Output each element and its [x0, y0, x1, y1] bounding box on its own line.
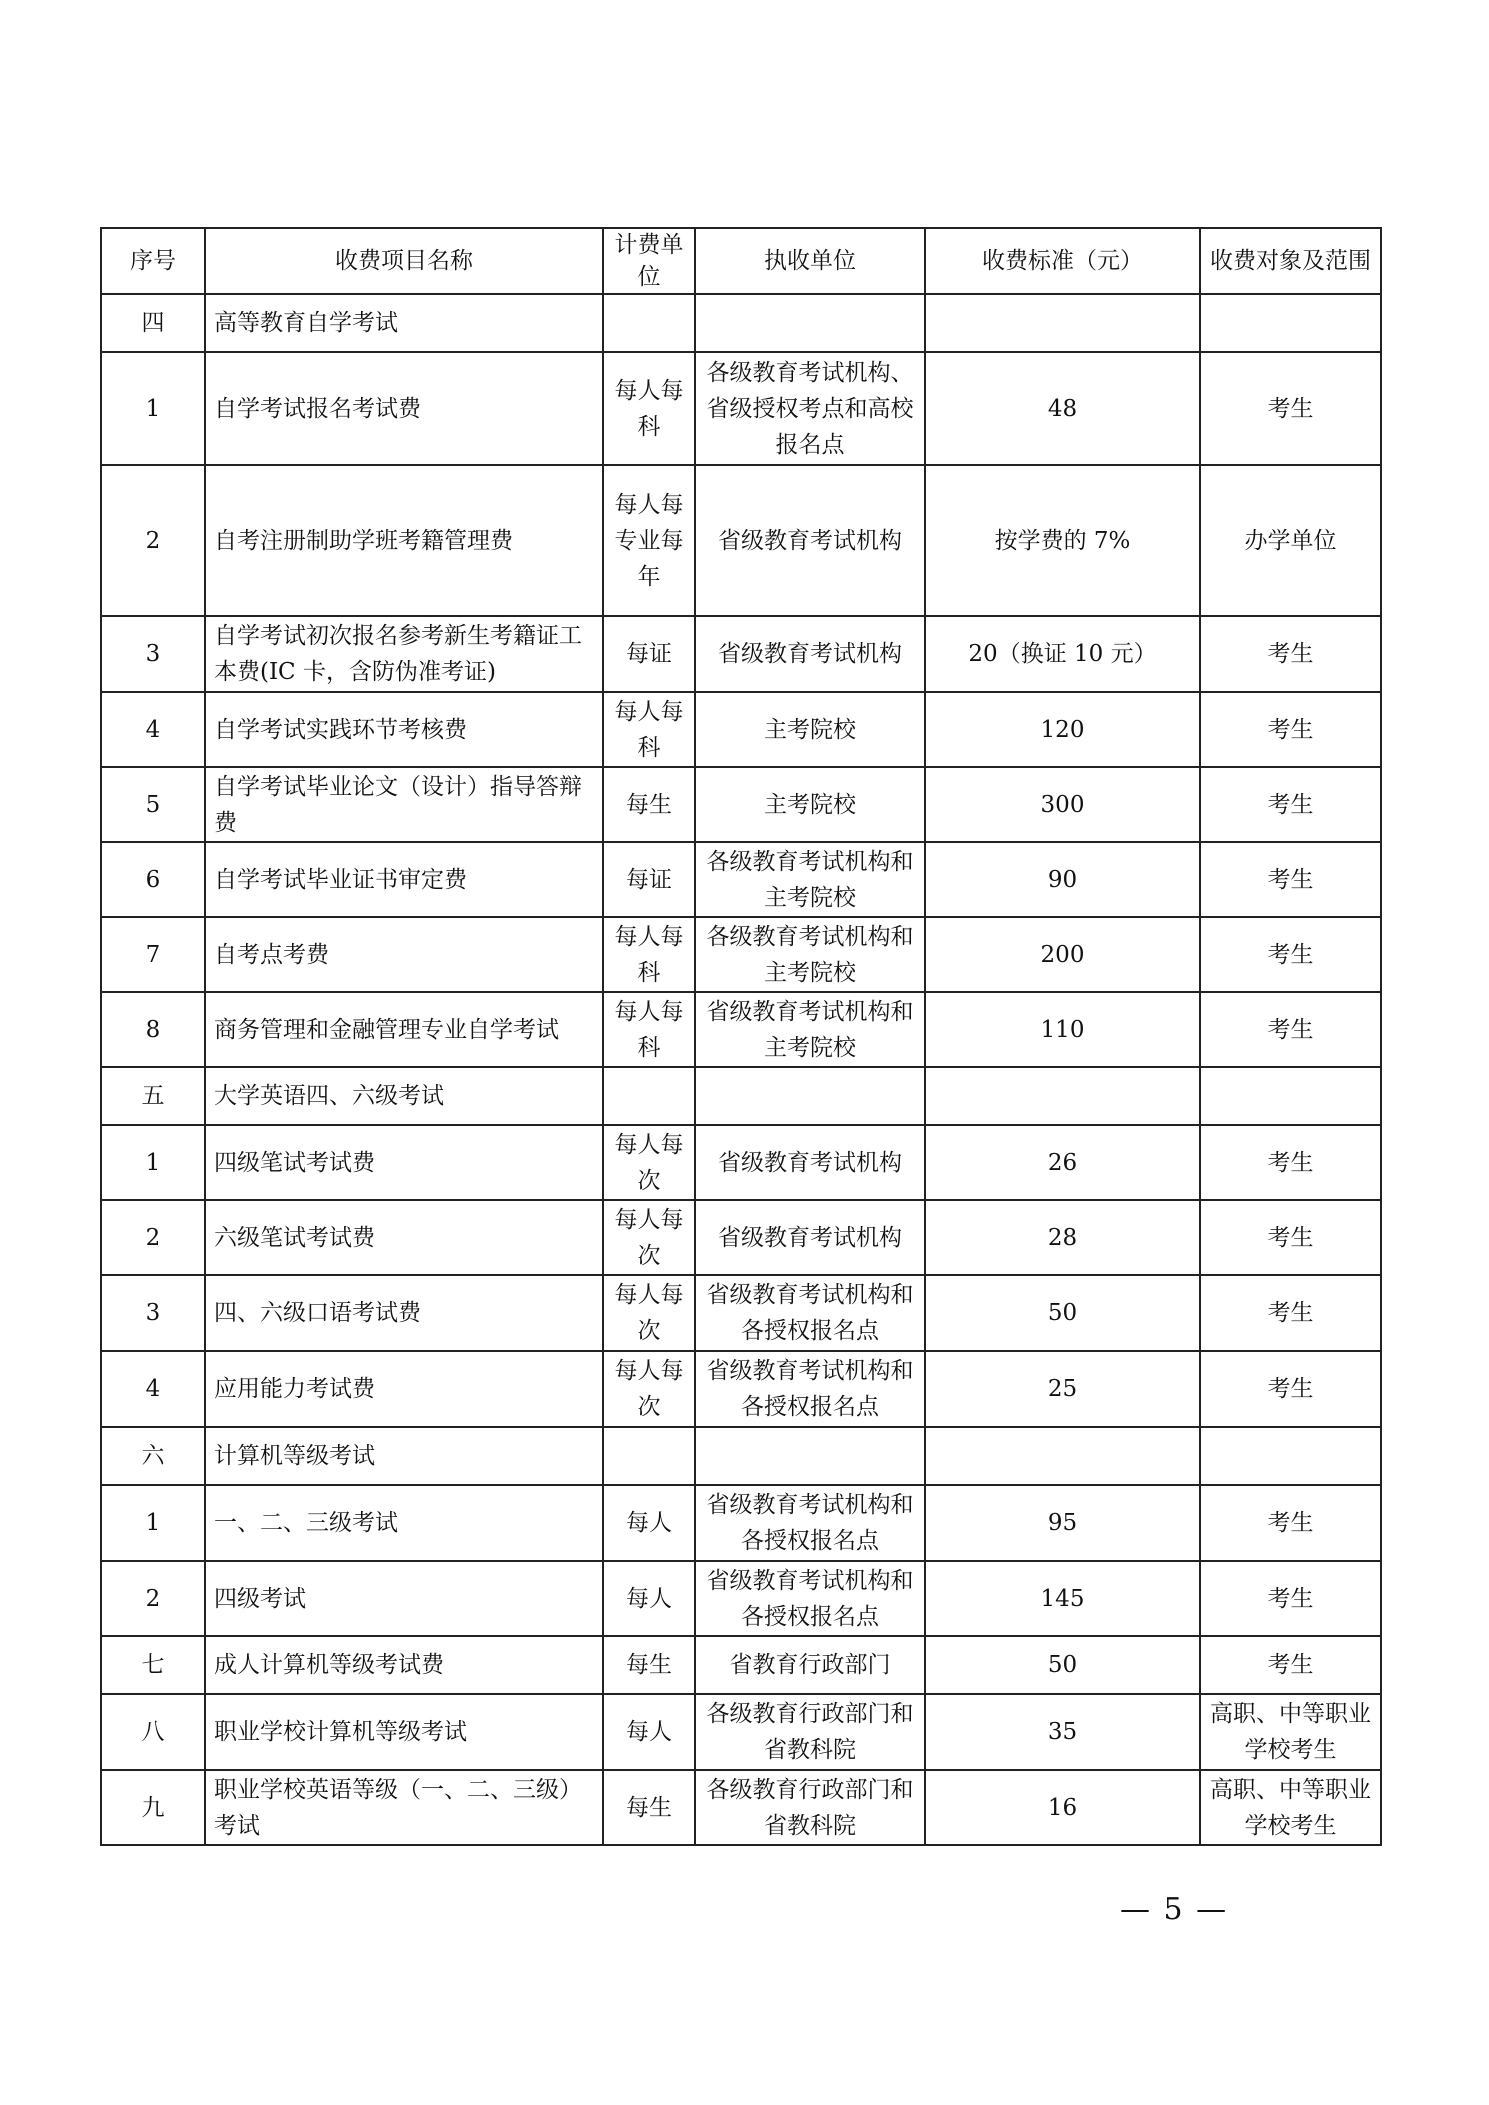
table-row: [101, 992, 1381, 1067]
cell-scope: 高职、中等职业学校考生: [1200, 1694, 1381, 1770]
cell-seq: 2: [101, 1200, 205, 1275]
section-row: [101, 1067, 1381, 1125]
cell-scope: [1200, 1427, 1381, 1485]
header-scope: 收费对象及范围: [1200, 228, 1381, 294]
cell-seq: 1: [101, 352, 205, 465]
table-row: [101, 1561, 1381, 1636]
cell-standard: 48: [925, 352, 1200, 465]
cell-unit: 每人: [603, 1485, 695, 1561]
cell-name: 自学考试毕业证书审定费: [205, 842, 603, 917]
section-row: [101, 294, 1381, 352]
cell-name: 应用能力考试费: [205, 1351, 603, 1427]
cell-standard: 28: [925, 1200, 1200, 1275]
cell-seq: 五: [101, 1067, 205, 1125]
cell-standard: [925, 294, 1200, 352]
cell-name: 成人计算机等级考试费: [205, 1636, 603, 1694]
cell-collector: 各级教育行政部门和省教科院: [695, 1694, 925, 1770]
cell-name: 商务管理和金融管理专业自学考试: [205, 992, 603, 1067]
cell-standard: 35: [925, 1694, 1200, 1770]
table-row: [101, 842, 1381, 917]
cell-scope: 考生: [1200, 1636, 1381, 1694]
cell-collector: 各级教育考试机构、省级授权考点和高校报名点: [695, 352, 925, 465]
cell-collector: [695, 294, 925, 352]
cell-collector: 主考院校: [695, 692, 925, 767]
cell-name: 四级笔试考试费: [205, 1125, 603, 1200]
cell-scope: 考生: [1200, 352, 1381, 465]
cell-name: 自学考试实践环节考核费: [205, 692, 603, 767]
table-row: [101, 1485, 1381, 1561]
cell-name: 自学考试报名考试费: [205, 352, 603, 465]
cell-seq: 7: [101, 917, 205, 992]
cell-standard: 95: [925, 1485, 1200, 1561]
cell-collector: [695, 1067, 925, 1125]
table-row: [101, 1694, 1381, 1770]
table-row: [101, 616, 1381, 692]
table-row: [101, 917, 1381, 992]
cell-seq: 四: [101, 294, 205, 352]
cell-unit: [603, 1067, 695, 1125]
cell-scope: 考生: [1200, 1485, 1381, 1561]
cell-standard: [925, 1067, 1200, 1125]
header-collector: 执收单位: [695, 228, 925, 294]
cell-name: 计算机等级考试: [205, 1427, 603, 1485]
cell-collector: 省级教育考试机构: [695, 616, 925, 692]
cell-collector: 各级教育行政部门和省教科院: [695, 1770, 925, 1845]
cell-seq: 八: [101, 1694, 205, 1770]
cell-seq: 七: [101, 1636, 205, 1694]
table-row: [101, 692, 1381, 767]
cell-seq: 3: [101, 616, 205, 692]
cell-collector: 省级教育考试机构: [695, 1125, 925, 1200]
table-row: [101, 1351, 1381, 1427]
cell-unit: 每人: [603, 1561, 695, 1636]
cell-collector: 各级教育考试机构和主考院校: [695, 842, 925, 917]
cell-unit: [603, 294, 695, 352]
cell-scope: 办学单位: [1200, 465, 1381, 616]
cell-scope: 考生: [1200, 1351, 1381, 1427]
cell-unit: 每生: [603, 1770, 695, 1845]
cell-seq: 8: [101, 992, 205, 1067]
cell-seq: 1: [101, 1125, 205, 1200]
cell-scope: 考生: [1200, 917, 1381, 992]
cell-standard: 300: [925, 767, 1200, 842]
cell-standard: 50: [925, 1275, 1200, 1351]
table-row: [101, 352, 1381, 465]
cell-collector: 各级教育考试机构和主考院校: [695, 917, 925, 992]
cell-standard: 16: [925, 1770, 1200, 1845]
cell-name: 职业学校英语等级（一、二、三级）考试: [205, 1770, 603, 1845]
page-number: — 5 —: [1120, 1892, 1229, 1927]
cell-name: 职业学校计算机等级考试: [205, 1694, 603, 1770]
cell-unit: 每人每次: [603, 1275, 695, 1351]
table-row: [101, 1636, 1381, 1694]
cell-unit: 每生: [603, 767, 695, 842]
cell-name: 一、二、三级考试: [205, 1485, 603, 1561]
table-row: [101, 465, 1381, 616]
cell-scope: 考生: [1200, 1561, 1381, 1636]
cell-standard: 26: [925, 1125, 1200, 1200]
cell-seq: 1: [101, 1485, 205, 1561]
cell-collector: 省级教育考试机构: [695, 465, 925, 616]
cell-unit: 每人每科: [603, 692, 695, 767]
cell-scope: 考生: [1200, 692, 1381, 767]
table-row: [101, 767, 1381, 842]
header-seq: 序号: [101, 228, 205, 294]
cell-seq: 2: [101, 465, 205, 616]
cell-standard: [925, 1427, 1200, 1485]
cell-seq: 九: [101, 1770, 205, 1845]
cell-unit: 每证: [603, 616, 695, 692]
cell-unit: 每人每次: [603, 1125, 695, 1200]
cell-standard: 110: [925, 992, 1200, 1067]
cell-scope: 高职、中等职业学校考生: [1200, 1770, 1381, 1845]
cell-unit: 每人每专业每年: [603, 465, 695, 616]
cell-unit: [603, 1427, 695, 1485]
cell-seq: 6: [101, 842, 205, 917]
cell-name: 自学考试毕业论文（设计）指导答辩费: [205, 767, 603, 842]
header-name: 收费项目名称: [205, 228, 603, 294]
cell-collector: 主考院校: [695, 767, 925, 842]
cell-unit: 每人每科: [603, 352, 695, 465]
cell-standard: 200: [925, 917, 1200, 992]
cell-collector: 省级教育考试机构和各授权报名点: [695, 1485, 925, 1561]
cell-scope: 考生: [1200, 616, 1381, 692]
fee-table: [100, 227, 1382, 1846]
header-unit: 计费单位: [603, 228, 695, 294]
cell-seq: 3: [101, 1275, 205, 1351]
cell-unit: 每人每次: [603, 1200, 695, 1275]
header-standard: 收费标准（元）: [925, 228, 1200, 294]
cell-collector: 省教育行政部门: [695, 1636, 925, 1694]
cell-name: 高等教育自学考试: [205, 294, 603, 352]
cell-unit: 每人每科: [603, 917, 695, 992]
cell-name: 大学英语四、六级考试: [205, 1067, 603, 1125]
table-header-row: [101, 228, 1381, 294]
table-row: [101, 1770, 1381, 1845]
cell-scope: 考生: [1200, 1275, 1381, 1351]
table-row: [101, 1200, 1381, 1275]
cell-scope: [1200, 1067, 1381, 1125]
cell-collector: 省级教育考试机构和各授权报名点: [695, 1275, 925, 1351]
cell-seq: 4: [101, 692, 205, 767]
cell-name: 四级考试: [205, 1561, 603, 1636]
cell-unit: 每人每科: [603, 992, 695, 1067]
table-row: [101, 1275, 1381, 1351]
cell-unit: 每生: [603, 1636, 695, 1694]
cell-name: 四、六级口语考试费: [205, 1275, 603, 1351]
cell-collector: [695, 1427, 925, 1485]
cell-standard: 120: [925, 692, 1200, 767]
cell-scope: 考生: [1200, 1200, 1381, 1275]
cell-collector: 省级教育考试机构和各授权报名点: [695, 1351, 925, 1427]
cell-seq: 2: [101, 1561, 205, 1636]
cell-unit: 每人: [603, 1694, 695, 1770]
cell-standard: 20（换证 10 元）: [925, 616, 1200, 692]
table-row: [101, 1125, 1381, 1200]
cell-unit: 每证: [603, 842, 695, 917]
cell-standard: 145: [925, 1561, 1200, 1636]
cell-name: 六级笔试考试费: [205, 1200, 603, 1275]
cell-scope: [1200, 294, 1381, 352]
cell-seq: 六: [101, 1427, 205, 1485]
cell-name: 自考点考费: [205, 917, 603, 992]
section-row: [101, 1427, 1381, 1485]
cell-seq: 5: [101, 767, 205, 842]
cell-standard: 按学费的 7%: [925, 465, 1200, 616]
cell-scope: 考生: [1200, 842, 1381, 917]
cell-standard: 90: [925, 842, 1200, 917]
cell-seq: 4: [101, 1351, 205, 1427]
cell-collector: 省级教育考试机构和主考院校: [695, 992, 925, 1067]
cell-standard: 50: [925, 1636, 1200, 1694]
cell-name: 自学考试初次报名参考新生考籍证工本费(IC 卡，含防伪准考证): [205, 616, 603, 692]
cell-standard: 25: [925, 1351, 1200, 1427]
cell-unit: 每人每次: [603, 1351, 695, 1427]
cell-collector: 省级教育考试机构: [695, 1200, 925, 1275]
cell-scope: 考生: [1200, 992, 1381, 1067]
cell-name: 自考注册制助学班考籍管理费: [205, 465, 603, 616]
cell-collector: 省级教育考试机构和各授权报名点: [695, 1561, 925, 1636]
cell-scope: 考生: [1200, 767, 1381, 842]
cell-scope: 考生: [1200, 1125, 1381, 1200]
